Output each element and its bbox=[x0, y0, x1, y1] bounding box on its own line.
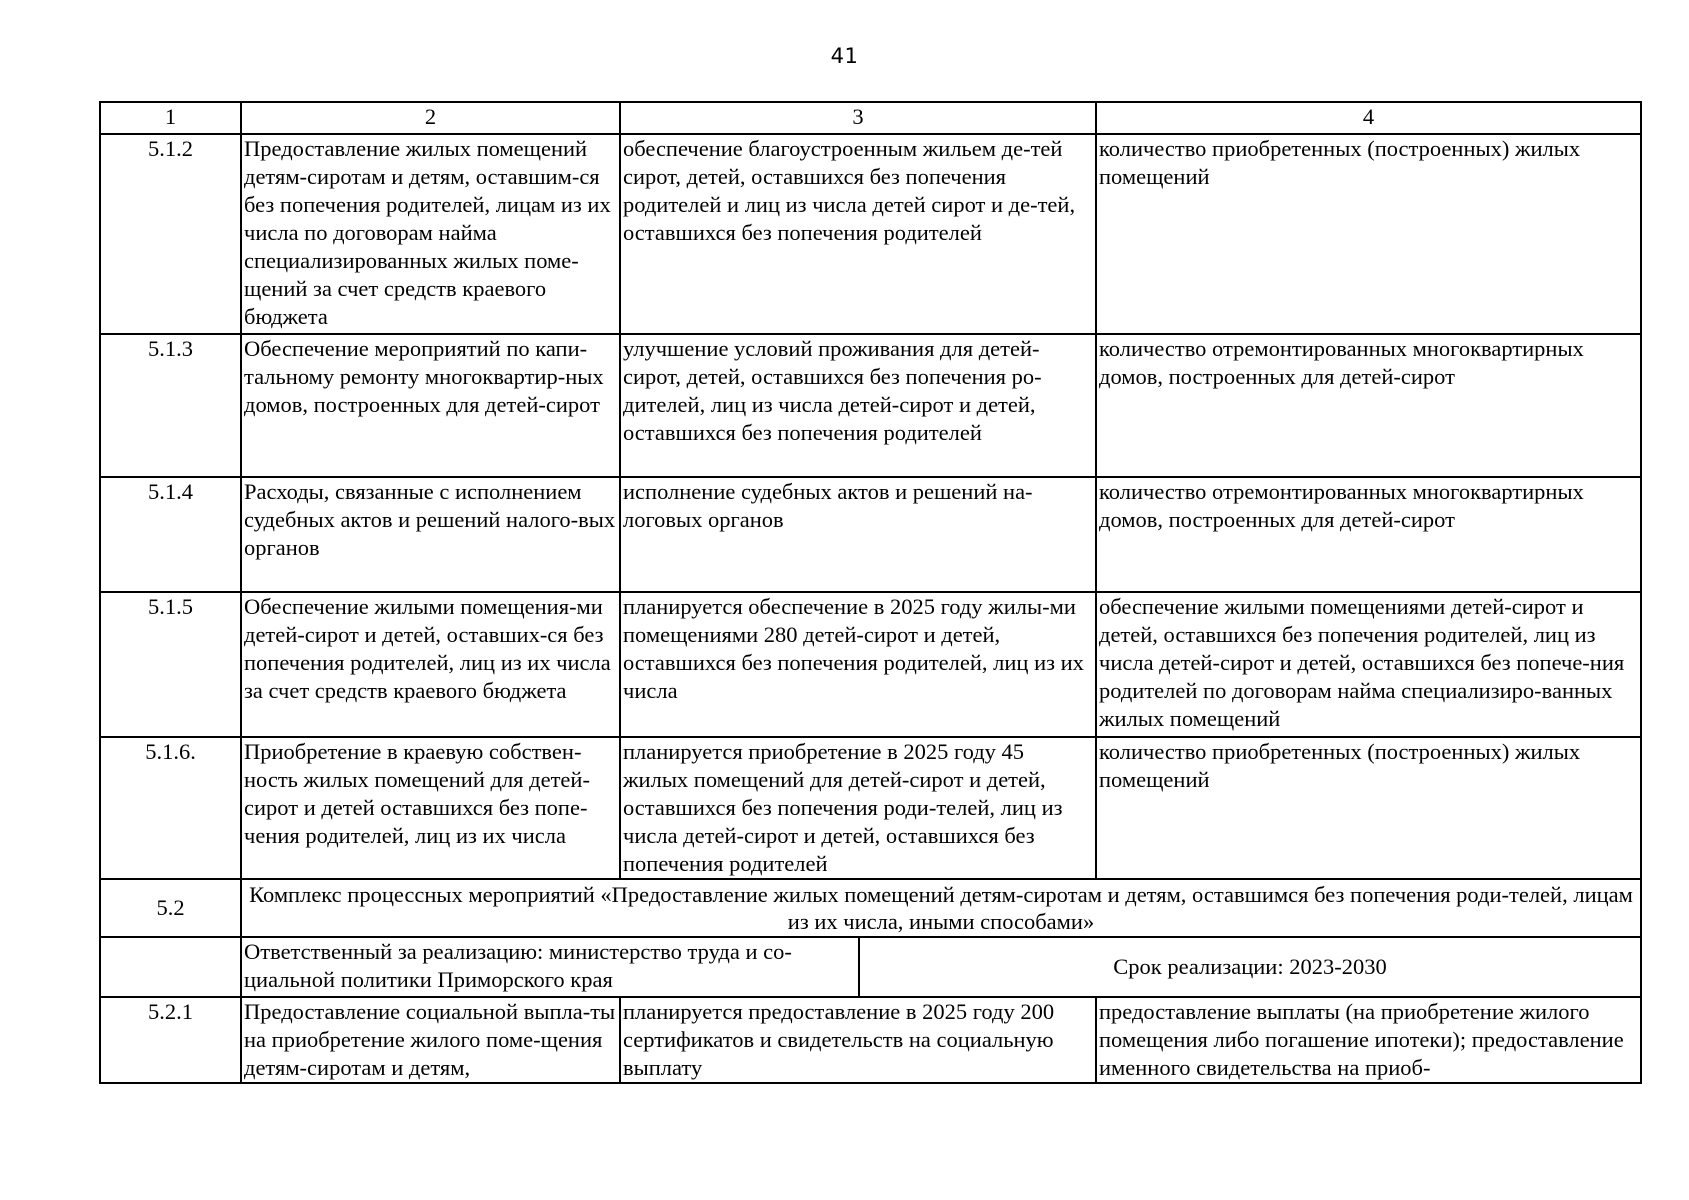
indicator-cell: количество приобретенных (построенных) жилых помещений bbox=[1096, 134, 1641, 334]
responsible-cell bbox=[241, 937, 1641, 997]
expected-result-cell: планируется приобретение в 2025 году 45 жилых помещений для детей-сирот и детей, оставшихся без попечения роди-телей, лиц из числа детей-сирот и детей, оставшихся без попечения родителей bbox=[620, 737, 1096, 879]
row-number: 5.1.4 bbox=[100, 477, 241, 592]
responsible-text: Ответственный за реализацию: министерство труда и со-циальной политики Приморского края bbox=[242, 938, 860, 996]
complex-row bbox=[100, 879, 1641, 937]
indicator-cell: количество приобретенных (построенных) жилых помещений bbox=[1096, 737, 1641, 879]
indicator-cell: количество отремонтированных многоквартирных домов, построенных для детей-сирот bbox=[1096, 477, 1641, 592]
event-name-cell: Приобретение в краевую собствен-ность жилых помещений для детей-сирот и детей оставшихся без попе-чения родителей, лиц из их числа bbox=[241, 737, 620, 879]
complex-number: 5.2 bbox=[100, 879, 241, 937]
table-row bbox=[100, 737, 1641, 879]
event-name-cell: Предоставление жилых помещений детям-сиротам и детям, оставшим-ся без попечения родителей, лицам из их числа по договорам найма специализированных жилых поме-щений за счет средств краевого бюджета bbox=[241, 134, 620, 334]
expected-result-cell: планируется обеспечение в 2025 году жилы-ми помещениями 280 детей-сирот и детей, оставшихся без попечения родителей, лиц из их числа bbox=[620, 592, 1096, 737]
table-row bbox=[100, 592, 1641, 737]
event-name-cell: Обеспечение жилыми помещения-ми детей-сирот и детей, оставших-ся без попечения родителей, лиц из их числа за счет средств краевого бюджета bbox=[241, 592, 620, 737]
event-name-cell: Предоставление социальной выпла-ты на приобретение жилого поме-щения детям-сиротам и детям, bbox=[241, 997, 620, 1083]
table-row bbox=[100, 334, 1641, 477]
expected-result-cell: планируется предоставление в 2025 году 200 сертификатов и свидетельств на социальную выплату bbox=[620, 997, 1096, 1083]
term-text: Срок реализации: 2023-2030 bbox=[1113, 954, 1387, 979]
indicator-cell: предоставление выплаты (на приобретение жилого помещения либо погашение ипотеки); предоставление именного свидетельства на приоб- bbox=[1096, 997, 1641, 1083]
row-number: 5.1.3 bbox=[100, 334, 241, 477]
header-col-2: 2 bbox=[241, 102, 620, 134]
table-row bbox=[100, 134, 1641, 334]
row-number: 5.1.2 bbox=[100, 134, 241, 334]
header-col-1: 1 bbox=[100, 102, 241, 134]
indicator-cell: обеспечение жилыми помещениями детей-сирот и детей, оставшихся без попечения родителей, лиц из числа детей-сирот и детей, оставшихся без попече-ния родителей по договорам найма специализиро-ванных жилых помещений bbox=[1096, 592, 1641, 737]
expected-result-cell: улучшение условий проживания для детей-сирот, детей, оставшихся без попечения ро-дителей, лиц из числа детей-сирот и детей, оставшихся без попечения родителей bbox=[620, 334, 1096, 477]
header-row bbox=[100, 102, 1641, 134]
row-number: 5.1.6. bbox=[100, 737, 241, 879]
empty-number-cell bbox=[100, 937, 241, 997]
responsible-row bbox=[100, 937, 1641, 997]
table-row bbox=[100, 477, 1641, 592]
event-name-cell: Расходы, связанные с исполнением судебных актов и решений налого-вых органов bbox=[241, 477, 620, 592]
event-name-cell: Обеспечение мероприятий по капи-тальному ремонту многоквартир-ных домов, построенных для детей-сирот bbox=[241, 334, 620, 477]
header-col-3: 3 bbox=[620, 102, 1096, 134]
complex-title: Комплекс процессных мероприятий «Предоставление жилых помещений детям-сиротам и детям, оставшимся без попечения роди-телей, лицам из их числа, иными способами» bbox=[241, 879, 1641, 937]
expected-result-cell: обеспечение благоустроенным жильем де-тей сирот, детей, оставшихся без попечения родителей и лиц из числа детей сирот и де-тей, оставшихся без попечения родителей bbox=[620, 134, 1096, 334]
table-row bbox=[100, 997, 1641, 1083]
program-table bbox=[99, 101, 1642, 1084]
expected-result-cell: исполнение судебных актов и решений на-логовых органов bbox=[620, 477, 1096, 592]
row-number: 5.2.1 bbox=[100, 997, 241, 1083]
header-col-4: 4 bbox=[1096, 102, 1641, 134]
page-number: 41 bbox=[830, 44, 859, 68]
row-number: 5.1.5 bbox=[100, 592, 241, 737]
indicator-cell: количество отремонтированных многоквартирных домов, построенных для детей-сирот bbox=[1096, 334, 1641, 477]
